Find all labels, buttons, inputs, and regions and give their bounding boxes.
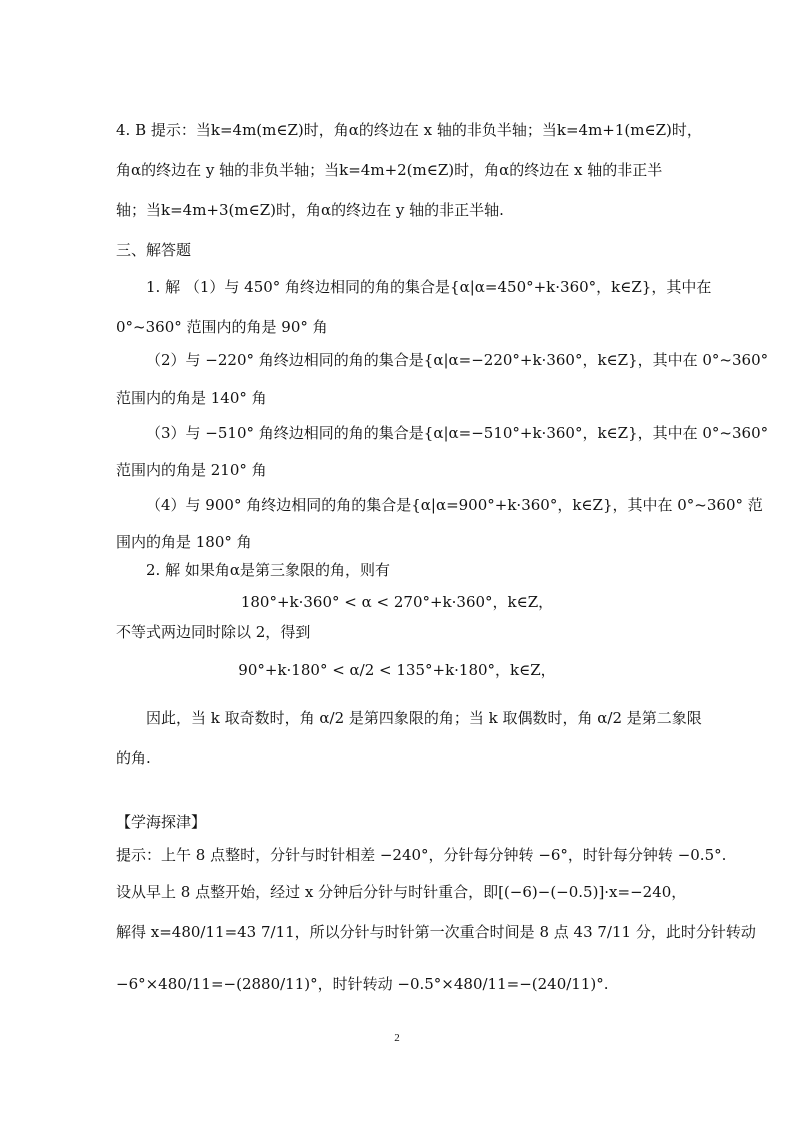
- line-8: 范围内的角是 140° 角: [116, 389, 267, 407]
- page-number: 2: [394, 1032, 400, 1044]
- line-21: 设从早上 8 点整开始，经过 x 分钟后分针与时针重合，即[(−6)−(−0.5)]·x=−240，: [116, 883, 687, 901]
- line-9: （3）与 −510° 角终边相同的角的集合是{α|α=−510°+k·360°，k∈Z}，其中在 0°~360°: [146, 424, 769, 442]
- line-15: 不等式两边同时除以 2，得到: [116, 623, 311, 641]
- line-2: 角α的终边在 y 轴的非负半轴；当k=4m+2(m∈Z)时，角α的终边在 x 轴的非正半: [116, 161, 663, 179]
- line-20: 提示：上午 8 点整时，分针与时针相差 −240°，分针每分钟转 −6°，时针每分钟转 −0.5°.: [116, 846, 727, 864]
- line-3: 轴；当k=4m+3(m∈Z)时，角α的终边在 y 轴的非正半轴.: [116, 201, 504, 219]
- line-13: 2. 解 如果角α是第三象限的角，则有: [146, 561, 390, 579]
- line-17: 因此，当 k 取奇数时，角 α/2 是第四象限的角；当 k 取偶数时，角 α/2 是第二象限: [146, 709, 702, 727]
- line-6: 0°~360° 范围内的角是 90° 角: [116, 318, 328, 336]
- line-22: 解得 x=480/11=43 7/11，所以分针与时针第一次重合时间是 8 点 43 7/11 分，此时分针转动: [116, 923, 756, 941]
- line-1: 4. B 提示：当k=4m(m∈Z)时，角α的终边在 x 轴的非负半轴；当k=4m+1(m∈Z)时，: [116, 121, 702, 139]
- line-10: 范围内的角是 210° 角: [116, 461, 267, 479]
- subsection-heading: 【学海探津】: [116, 813, 207, 831]
- line-5: 1. 解 （1）与 450° 角终边相同的角的集合是{α|α=450°+k·360°，k∈Z}，其中在: [146, 278, 712, 296]
- line-7: （2）与 −220° 角终边相同的角的集合是{α|α=−220°+k·360°，k∈Z}，其中在 0°~360°: [146, 351, 769, 369]
- formula-2: 90°+k·180° < α/2 < 135°+k·180°，k∈Z，: [238, 661, 556, 679]
- line-23: −6°×480/11=−(2880/11)°，时针转动 −0.5°×480/11=−(240/11)°.: [116, 975, 609, 993]
- line-12: 围内的角是 180° 角: [116, 533, 252, 551]
- formula-1: 180°+k·360° < α < 270°+k·360°，k∈Z，: [240, 593, 554, 611]
- line-18: 的角.: [116, 749, 151, 767]
- section-heading: 三、解答题: [116, 241, 192, 259]
- line-11: （4）与 900° 角终边相同的角的集合是{α|α=900°+k·360°，k∈Z}，其中在 0°~360° 范: [146, 496, 763, 514]
